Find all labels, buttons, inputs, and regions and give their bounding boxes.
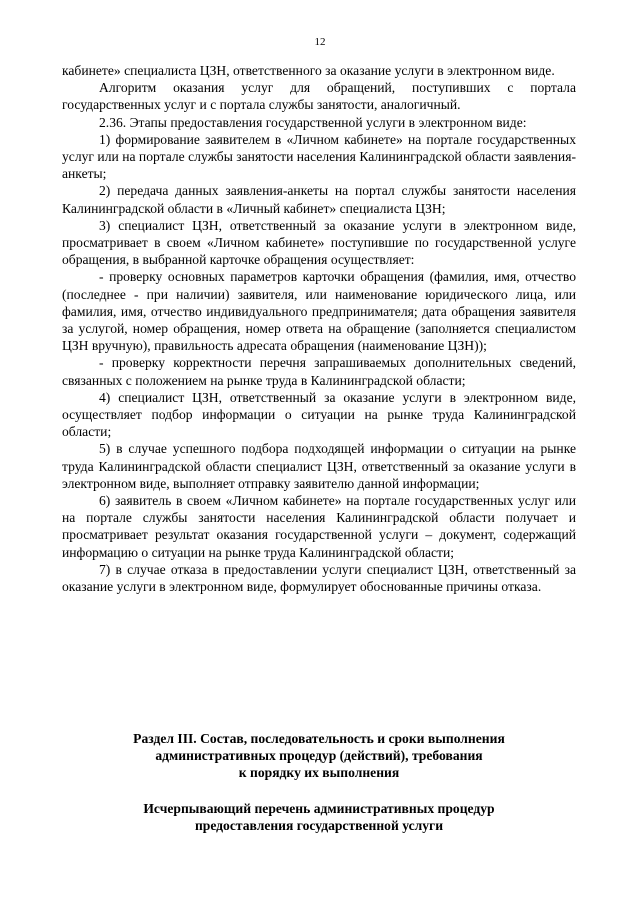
section-heading-line: к порядку их выполнения — [238, 765, 400, 781]
sub-heading-line: предоставления государственной услуги — [194, 818, 444, 834]
paragraph-2-36: 2.36. Этапы предоставления государственной услуги в электронном виде: — [99, 114, 527, 130]
list-item-1: 1) формирование заявителем в «Личном кабинете» на портале государственных услуг или на портале службы занятости населения Калининградской области заявления-анкеты; — [62, 131, 576, 182]
list-item-7: 7) в случае отказа в предоставлении услуги специалист ЦЗН, ответственный за оказание услуги в электронном виде, формулирует обоснованные причины отказа. — [62, 561, 576, 595]
list-item-3: 3) специалист ЦЗН, ответственный за оказание услуги в электронном виде, просматривает в своем «Личном кабинете» поступившие по государственной услуге обращения, в выбранной карточке обращения осуществляет: — [62, 217, 576, 268]
list-item-5: 5) в случае успешного подбора подходящей информации о ситуации на рынке труда Калининградской области специалист ЦЗН, ответственный за оказание услуги в электронном виде, выполняет отправку заявителю данной информации; — [62, 441, 576, 491]
body-text — [62, 62, 576, 595]
section-heading-line: административных процедур (действий), требования — [155, 748, 483, 764]
list-item-2: 2) передача данных заявления-анкеты на портал службы занятости населения Калининградской области в «Личный кабинет» специалиста ЦЗН; — [62, 183, 576, 216]
page-number: 12 — [314, 36, 326, 48]
sub-heading — [62, 800, 576, 834]
section-heading — [62, 730, 576, 782]
sub-heading-line: Исчерпывающий перечень административных процедур — [143, 801, 495, 816]
list-item-4: 4) специалист ЦЗН, ответственный за оказание услуги в электронном виде, осуществляет подбор информации о ситуации на рынке труда Калининградской области; — [62, 389, 576, 440]
paragraph-algorithm: Алгоритм оказания услуг для обращений, поступивших с портала государственных услуг и с портала службы занятости, аналогичный. — [62, 80, 576, 113]
list-subitem-check-params: - проверку основных параметров карточки обращения (фамилия, имя, отчество (последнее - при наличии) заявителя, или наименование юридического лица, или фамилия, имя, отчество индивидуального предпринимателя; дата обращения заявителя за услугой, номер обращения, номер ответа на обращение (заполняется специалистом ЦЗН вручную), правильность адресата обращения (наименование ЦЗН)); — [62, 269, 576, 354]
list-subitem-check-list: - проверку корректности перечня запрашиваемых дополнительных сведений, связанных с положением на рынке труда в Калининградской области; — [62, 355, 576, 388]
section-heading-line: Раздел III. Состав, последовательность и сроки выполнения — [133, 731, 505, 746]
list-item-6: 6) заявитель в своем «Личном кабинете» на портале государственных услуг или на портале службы занятости населения Калининградской области получает и просматривает результат оказания государственной услуги – документ, содержащий информацию о ситуации на рынке труда Калининградской области; — [62, 493, 576, 560]
paragraph-continuation: кабинете» специалиста ЦЗН, ответственного за оказание услуги в электронном виде. — [62, 63, 555, 78]
